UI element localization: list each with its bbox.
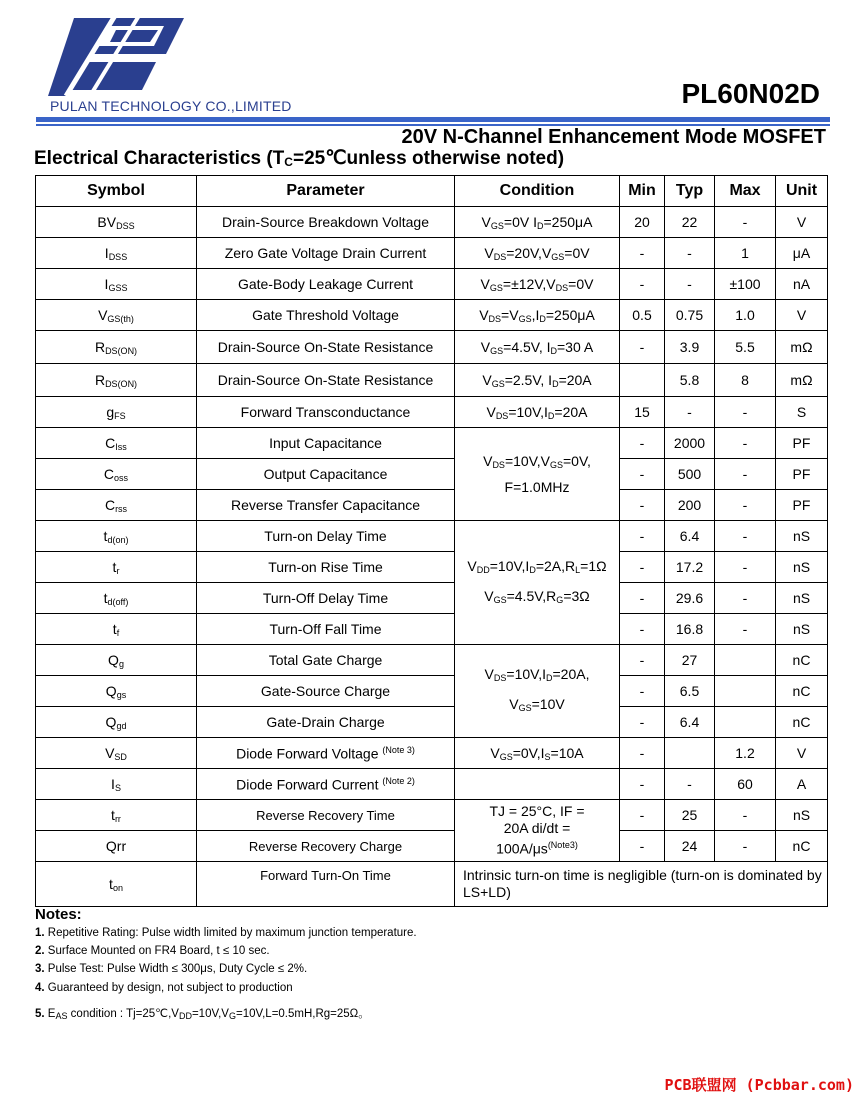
table-row bbox=[36, 238, 828, 269]
cell-symbol: $Q_{gd}$ bbox=[36, 707, 197, 738]
cell-symbol: $Q_{gs}$ bbox=[36, 676, 197, 707]
note-item: 2. Surface Mounted on FR4 Board, t ≤ 10 sec. bbox=[35, 945, 270, 957]
cell-max: 1 bbox=[715, 238, 776, 269]
cell-symbol: $I_S$ bbox=[36, 769, 197, 800]
table-header-row bbox=[36, 176, 828, 207]
table-row bbox=[36, 676, 828, 707]
cell-typ: - bbox=[665, 238, 715, 269]
col-header-symbol: Symbol bbox=[36, 176, 197, 207]
col-header-unit: Unit bbox=[776, 176, 828, 207]
cell-parameter: Turn-Off Fall Time bbox=[197, 614, 455, 645]
cell-unit: nC bbox=[776, 707, 828, 738]
table-row bbox=[36, 862, 828, 907]
cell-unit: nC bbox=[776, 676, 828, 707]
cell-min: - bbox=[620, 521, 665, 552]
cell-max: - bbox=[715, 614, 776, 645]
cell-parameter: Gate-Body Leakage Current bbox=[197, 269, 455, 300]
cell-condition-gate-charge: $V_{DS}=10V,I_D=20A$, $V_{GS}=10V$ bbox=[455, 645, 620, 738]
cell-max bbox=[715, 707, 776, 738]
cell-condition-turn-on: Intrinsic turn-on time is negligible (turn-on is dominated by LS+LD) bbox=[455, 862, 828, 907]
col-header-max: Max bbox=[715, 176, 776, 207]
cell-max: - bbox=[715, 831, 776, 862]
col-header-typ: Typ bbox=[665, 176, 715, 207]
cell-typ: 17.2 bbox=[665, 552, 715, 583]
cell-parameter: Turn-Off Delay Time bbox=[197, 583, 455, 614]
company-name: PULAN TECHNOLOGY CO.,LIMITED bbox=[50, 98, 292, 114]
note-item: 3. Pulse Test: Pulse Width ≤ 300μs, Duty Cycle ≤ 2%. bbox=[35, 963, 308, 975]
cell-typ: 0.75 bbox=[665, 300, 715, 331]
table-row bbox=[36, 614, 828, 645]
table-row bbox=[36, 428, 828, 459]
col-header-condition: Condition bbox=[455, 176, 620, 207]
part-number: PL60N02D bbox=[681, 78, 820, 109]
cell-typ: 6.4 bbox=[665, 521, 715, 552]
cell-max: 1.0 bbox=[715, 300, 776, 331]
cell-unit: nS bbox=[776, 583, 828, 614]
cell-parameter: Gate-Drain Charge bbox=[197, 707, 455, 738]
cell-symbol: Qrr bbox=[36, 831, 197, 862]
cell-unit: V bbox=[776, 738, 828, 769]
cell-min: 15 bbox=[620, 397, 665, 428]
cell-parameter: Total Gate Charge bbox=[197, 645, 455, 676]
cell-unit: PF bbox=[776, 428, 828, 459]
cell-condition: $V_{DS}=20V,V_{GS}=0V$ bbox=[455, 238, 620, 269]
device-subtitle: 20V N-Channel Enhancement Mode MOSFET bbox=[401, 126, 826, 148]
table-row bbox=[36, 331, 828, 364]
col-header-min: Min bbox=[620, 176, 665, 207]
cell-parameter: Forward Turn-On Time bbox=[197, 862, 455, 907]
company-logo bbox=[46, 14, 186, 96]
note-item: 5. $E_{AS}$ condition : $Tj=25℃,V_{DD}=10V,V_G=10V,L=0.5mH,Rg=25\Omega$。 bbox=[35, 1008, 370, 1021]
cell-condition: $V_{DS}=10V,I_D=20A$ bbox=[455, 397, 620, 428]
cell-condition: $V_{GS}=0V$ $I_D=250\mu A$ bbox=[455, 207, 620, 238]
cell-unit: nS bbox=[776, 521, 828, 552]
cell-symbol: $I_{GSS}$ bbox=[36, 269, 197, 300]
cell-max: - bbox=[715, 552, 776, 583]
cell-typ: 5.8 bbox=[665, 364, 715, 397]
cell-unit: nS bbox=[776, 552, 828, 583]
cell-symbol: $Q_g$ bbox=[36, 645, 197, 676]
table-row bbox=[36, 707, 828, 738]
cell-symbol: $t_{d(on)}$ bbox=[36, 521, 197, 552]
watermark: PCB联盟网 (Pcbbar.com) bbox=[664, 1076, 854, 1094]
cell-parameter: Drain-Source On-State Resistance bbox=[197, 364, 455, 397]
cell-typ: 27 bbox=[665, 645, 715, 676]
cell-symbol: $C_{oss}$ bbox=[36, 459, 197, 490]
cell-unit: μA bbox=[776, 238, 828, 269]
cell-unit: V bbox=[776, 300, 828, 331]
cell-min: 0.5 bbox=[620, 300, 665, 331]
table-row bbox=[36, 269, 828, 300]
cell-typ: 6.4 bbox=[665, 707, 715, 738]
cell-min: - bbox=[620, 238, 665, 269]
cell-parameter: Turn-on Delay Time bbox=[197, 521, 455, 552]
table-row bbox=[36, 769, 828, 800]
cell-min: - bbox=[620, 331, 665, 364]
cell-max: 60 bbox=[715, 769, 776, 800]
cell-parameter: Reverse Transfer Capacitance bbox=[197, 490, 455, 521]
cell-unit: PF bbox=[776, 490, 828, 521]
cell-max: - bbox=[715, 397, 776, 428]
note-item: 4. Guaranteed by design, not subject to production bbox=[35, 982, 293, 994]
cell-symbol: $C_{rss}$ bbox=[36, 490, 197, 521]
cell-min: - bbox=[620, 800, 665, 831]
table-row bbox=[36, 364, 828, 397]
cell-min: - bbox=[620, 738, 665, 769]
cell-unit: A bbox=[776, 769, 828, 800]
cell-symbol: $t_r$ bbox=[36, 552, 197, 583]
cell-typ: 200 bbox=[665, 490, 715, 521]
cell-max: - bbox=[715, 207, 776, 238]
cell-unit: nC bbox=[776, 645, 828, 676]
table-row bbox=[36, 300, 828, 331]
cell-min: - bbox=[620, 614, 665, 645]
cell-unit: nC bbox=[776, 831, 828, 862]
cell-min bbox=[620, 364, 665, 397]
cell-parameter: Drain-Source Breakdown Voltage bbox=[197, 207, 455, 238]
cell-typ: 2000 bbox=[665, 428, 715, 459]
cell-parameter: Reverse Recovery Charge bbox=[197, 831, 455, 862]
cell-symbol: $R_{DS(ON)}$ bbox=[36, 331, 197, 364]
cell-min: - bbox=[620, 645, 665, 676]
cell-min: - bbox=[620, 490, 665, 521]
table-row bbox=[36, 583, 828, 614]
cell-symbol: $t_{d(off)}$ bbox=[36, 583, 197, 614]
cell-unit: nS bbox=[776, 614, 828, 645]
cell-symbol: $V_{GS(th)}$ bbox=[36, 300, 197, 331]
cell-symbol: $t_{rr}$ bbox=[36, 800, 197, 831]
note-item: 1. Repetitive Rating: Pulse width limited by maximum junction temperature. bbox=[35, 927, 417, 939]
cell-min: - bbox=[620, 676, 665, 707]
cell-min: 20 bbox=[620, 207, 665, 238]
cell-min: - bbox=[620, 831, 665, 862]
table-row bbox=[36, 645, 828, 676]
cell-parameter: Output Capacitance bbox=[197, 459, 455, 490]
cell-max: - bbox=[715, 521, 776, 552]
cell-condition: $V_{GS}=\pm 12V,V_{DS}=0V$ bbox=[455, 269, 620, 300]
cell-unit: V bbox=[776, 207, 828, 238]
cell-min: - bbox=[620, 707, 665, 738]
cell-condition: $V_{GS}=0V,I_S=10A$ bbox=[455, 738, 620, 769]
cell-max: - bbox=[715, 490, 776, 521]
cell-min: - bbox=[620, 269, 665, 300]
cell-condition: $V_{GS}=2.5V$, $I_D=20A$ bbox=[455, 364, 620, 397]
cell-min: - bbox=[620, 428, 665, 459]
cell-symbol: $BV_{DSS}$ bbox=[36, 207, 197, 238]
cell-max: 1.2 bbox=[715, 738, 776, 769]
cell-symbol: $R_{DS(ON)}$ bbox=[36, 364, 197, 397]
notes-title: Notes: bbox=[35, 906, 82, 923]
cell-parameter: Reverse Recovery Time bbox=[197, 800, 455, 831]
cell-unit: nA bbox=[776, 269, 828, 300]
cell-parameter: Zero Gate Voltage Drain Current bbox=[197, 238, 455, 269]
cell-typ: 29.6 bbox=[665, 583, 715, 614]
electrical-characteristics-table bbox=[35, 175, 828, 907]
cell-symbol: $g_{FS}$ bbox=[36, 397, 197, 428]
header-rule-thick bbox=[36, 117, 830, 122]
cell-typ bbox=[665, 738, 715, 769]
cell-symbol: $t_f$ bbox=[36, 614, 197, 645]
cell-unit: mΩ bbox=[776, 331, 828, 364]
table-row bbox=[36, 490, 828, 521]
cell-typ: 3.9 bbox=[665, 331, 715, 364]
cell-min: - bbox=[620, 552, 665, 583]
cell-parameter: Gate Threshold Voltage bbox=[197, 300, 455, 331]
table-row bbox=[36, 738, 828, 769]
cell-min: - bbox=[620, 583, 665, 614]
cell-typ: 25 bbox=[665, 800, 715, 831]
cell-typ: 6.5 bbox=[665, 676, 715, 707]
table-row bbox=[36, 459, 828, 490]
cell-typ: - bbox=[665, 397, 715, 428]
cell-condition-reverse-recovery: TJ = 25°C, IF = 20A di/dt = $100A/\mu s^{(Note3)}$ bbox=[455, 800, 620, 862]
cell-parameter: Diode Forward Voltage $^{(Note 3)}$ bbox=[197, 738, 455, 769]
cell-condition: $V_{DS}=V_{GS},I_D=250\mu A$ bbox=[455, 300, 620, 331]
cell-parameter: Turn-on Rise Time bbox=[197, 552, 455, 583]
table-row bbox=[36, 831, 828, 862]
table-row bbox=[36, 397, 828, 428]
cell-symbol: $t_{on}$ bbox=[36, 862, 197, 907]
cell-unit: mΩ bbox=[776, 364, 828, 397]
cell-max: - bbox=[715, 800, 776, 831]
cell-parameter: Input Capacitance bbox=[197, 428, 455, 459]
cell-max: 8 bbox=[715, 364, 776, 397]
cell-max: - bbox=[715, 583, 776, 614]
cell-min: - bbox=[620, 769, 665, 800]
cell-condition-capacitance: $V_{DS}=10V,V_{GS}=0V$, F=1.0MHz bbox=[455, 428, 620, 521]
cell-max: ±100 bbox=[715, 269, 776, 300]
cell-max: - bbox=[715, 459, 776, 490]
section-title: Electrical Characteristics ($T_C=25℃unless$ otherwise noted) bbox=[34, 148, 565, 169]
cell-condition bbox=[455, 769, 620, 800]
table-row bbox=[36, 552, 828, 583]
cell-max bbox=[715, 645, 776, 676]
cell-min: - bbox=[620, 459, 665, 490]
cell-unit: S bbox=[776, 397, 828, 428]
cell-max bbox=[715, 676, 776, 707]
cell-parameter: Gate-Source Charge bbox=[197, 676, 455, 707]
table-row bbox=[36, 800, 828, 831]
col-header-parameter: Parameter bbox=[197, 176, 455, 207]
cell-max: 5.5 bbox=[715, 331, 776, 364]
cell-typ: - bbox=[665, 269, 715, 300]
cell-condition: $V_{GS}=4.5V$, $I_D=30$ A bbox=[455, 331, 620, 364]
cell-symbol: $C_{Iss}$ bbox=[36, 428, 197, 459]
cell-typ: 24 bbox=[665, 831, 715, 862]
cell-parameter: Drain-Source On-State Resistance bbox=[197, 331, 455, 364]
table-row bbox=[36, 207, 828, 238]
cell-condition-switching: $V_{DD}=10V,I_D=2A,R_L=1\Omega$ $V_{GS}=4.5V,R_G=3\Omega$ bbox=[455, 521, 620, 645]
cell-unit: nS bbox=[776, 800, 828, 831]
cell-typ: - bbox=[665, 769, 715, 800]
cell-typ: 16.8 bbox=[665, 614, 715, 645]
cell-max: - bbox=[715, 428, 776, 459]
cell-unit: PF bbox=[776, 459, 828, 490]
cell-typ: 22 bbox=[665, 207, 715, 238]
cell-parameter: Diode Forward Current $^{(Note 2)}$ bbox=[197, 769, 455, 800]
table-row bbox=[36, 521, 828, 552]
cell-symbol: $I_{DSS}$ bbox=[36, 238, 197, 269]
cell-symbol: $V_{SD}$ bbox=[36, 738, 197, 769]
cell-parameter: Forward Transconductance bbox=[197, 397, 455, 428]
cell-typ: 500 bbox=[665, 459, 715, 490]
